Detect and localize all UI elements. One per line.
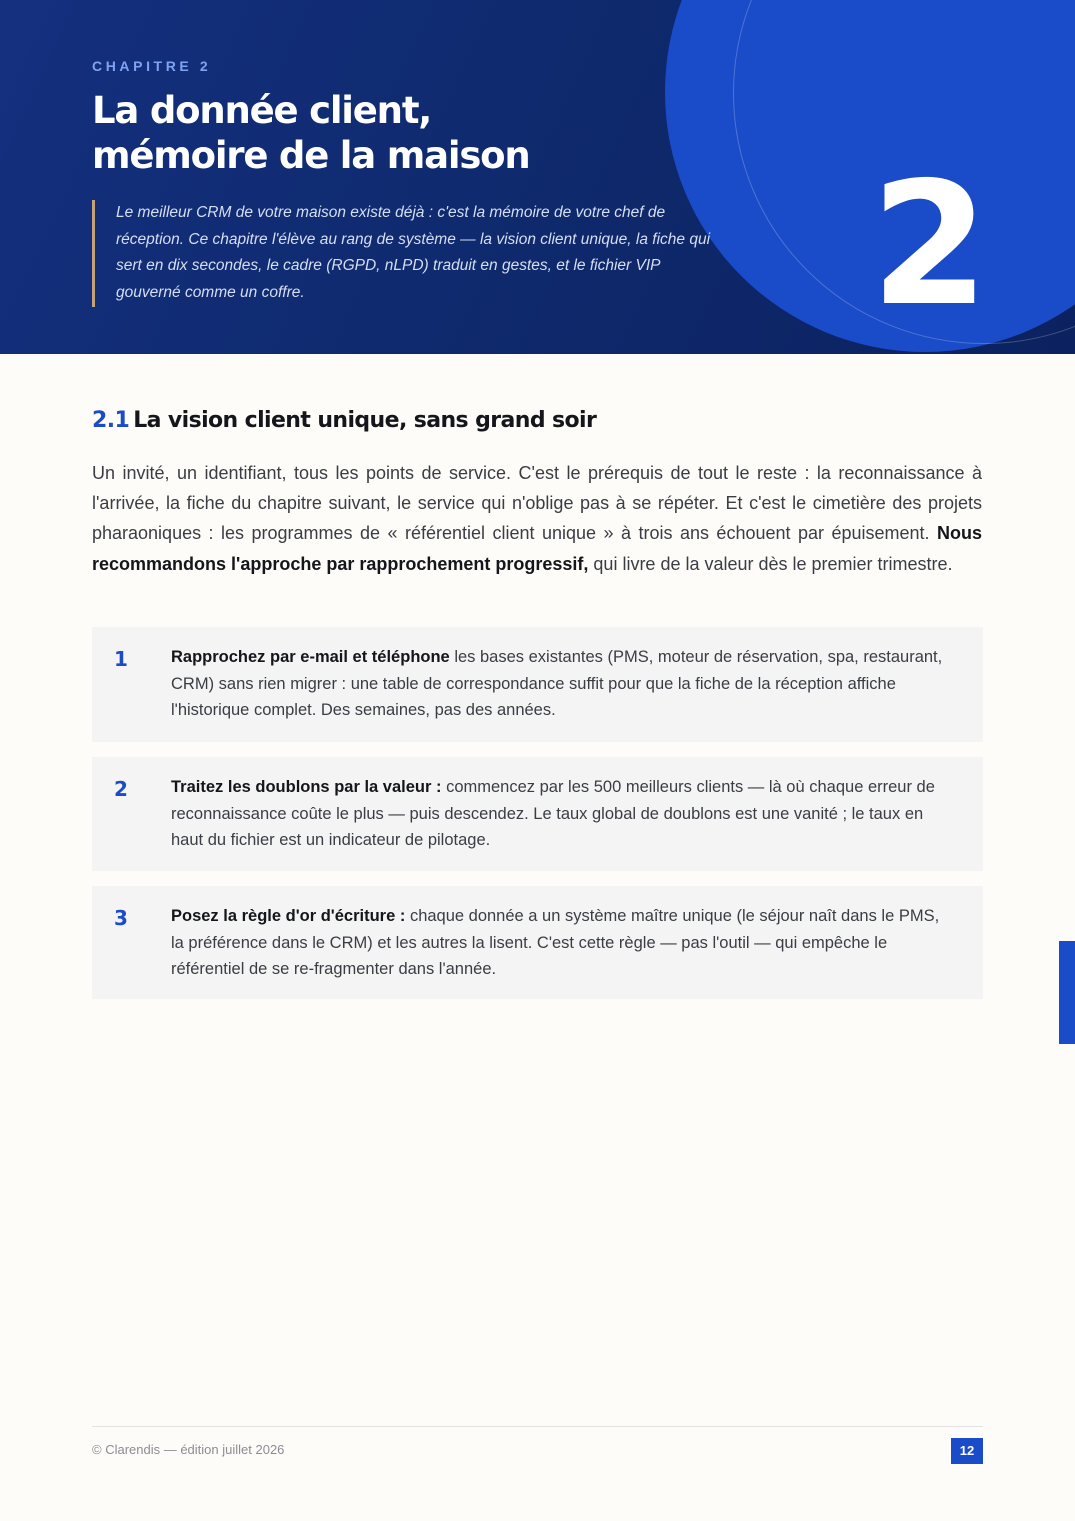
step-text [171, 903, 956, 983]
step-number: 2 [114, 777, 128, 801]
section-heading [92, 408, 596, 433]
step-body: chaque donnée a un système maître unique (le séjour naît dans le PMS, la préférence dans le CRM) et les autres la lisent. C'est cette règle — pas l'outil — qui empêche le référentiel de se re-fragmenter dans l'année. [171, 907, 940, 978]
step-text [171, 644, 956, 724]
step-card-1 [92, 627, 983, 742]
chapter-title-line-1: La donnée client, [92, 89, 432, 132]
step-number: 3 [114, 906, 128, 930]
step-body: commencez par les 500 meilleurs clients — là où chaque erreur de reconnaissance coûte le plus — puis descendez. Le taux global de doublons est une vanité ; le taux en haut du fichier est un indicateur de pilotage. [171, 778, 935, 849]
chapter-hero [0, 0, 1075, 354]
intro-text: Un invité, un identifiant, tous les points de service. C'est le prérequis de tout le reste : la reconnaissance à l'arrivée, la fiche du chapitre suivant, le service qui n'oblige pas à se répéter. Et c'est le cimetière des projets pharaoniques : les programmes de « référentiel client unique » à trois ans échouent par épuisement. [92, 463, 982, 544]
section-intro [92, 458, 982, 579]
step-bold: Rapprochez par e-mail et téléphone [171, 648, 450, 666]
chapter-big-number: 2 [870, 146, 985, 344]
step-text [171, 774, 956, 854]
step-card-3 [92, 886, 983, 999]
step-number: 1 [114, 647, 128, 671]
step-bold: Posez la règle d'or d'écriture : [171, 907, 406, 925]
intro-tail: qui livre de la valeur dès le premier trimestre. [593, 553, 953, 574]
chapter-side-tab [1059, 941, 1075, 1044]
chapter-lede: Le meilleur CRM de votre maison existe déjà : c'est la mémoire de votre chef de réception. Ce chapitre l'élève au rang de système — la vision client unique, la fiche qui sert en dix secondes, le cadre (RGPD, nLPD) traduit en gestes, et le fichier VIP gouverné comme un coffre. [92, 200, 726, 307]
step-bold: Traitez les doublons par la valeur : [171, 778, 442, 796]
page-number-badge: 12 [951, 1438, 983, 1464]
chapter-label: CHAPITRE 2 [92, 58, 212, 74]
section-title: La vision client unique, sans grand soir [133, 408, 597, 433]
section-number: 2.1 [92, 408, 130, 433]
footer-copyright: © Clarendis — édition juillet 2026 [92, 1442, 285, 1457]
step-card-2 [92, 757, 983, 871]
chapter-title [92, 88, 530, 178]
intro-bold: Nous recommandons l'approche par rapprochement progressif, [92, 523, 982, 574]
step-body: les bases existantes (PMS, moteur de réservation, spa, restaurant, CRM) sans rien migrer : une table de correspondance suffit pour que la fiche de la réception affiche l'historique complet. Des semaines, pas des années. [171, 648, 943, 719]
footer-divider [92, 1426, 983, 1427]
chapter-title-line-2: mémoire de la maison [92, 134, 530, 177]
